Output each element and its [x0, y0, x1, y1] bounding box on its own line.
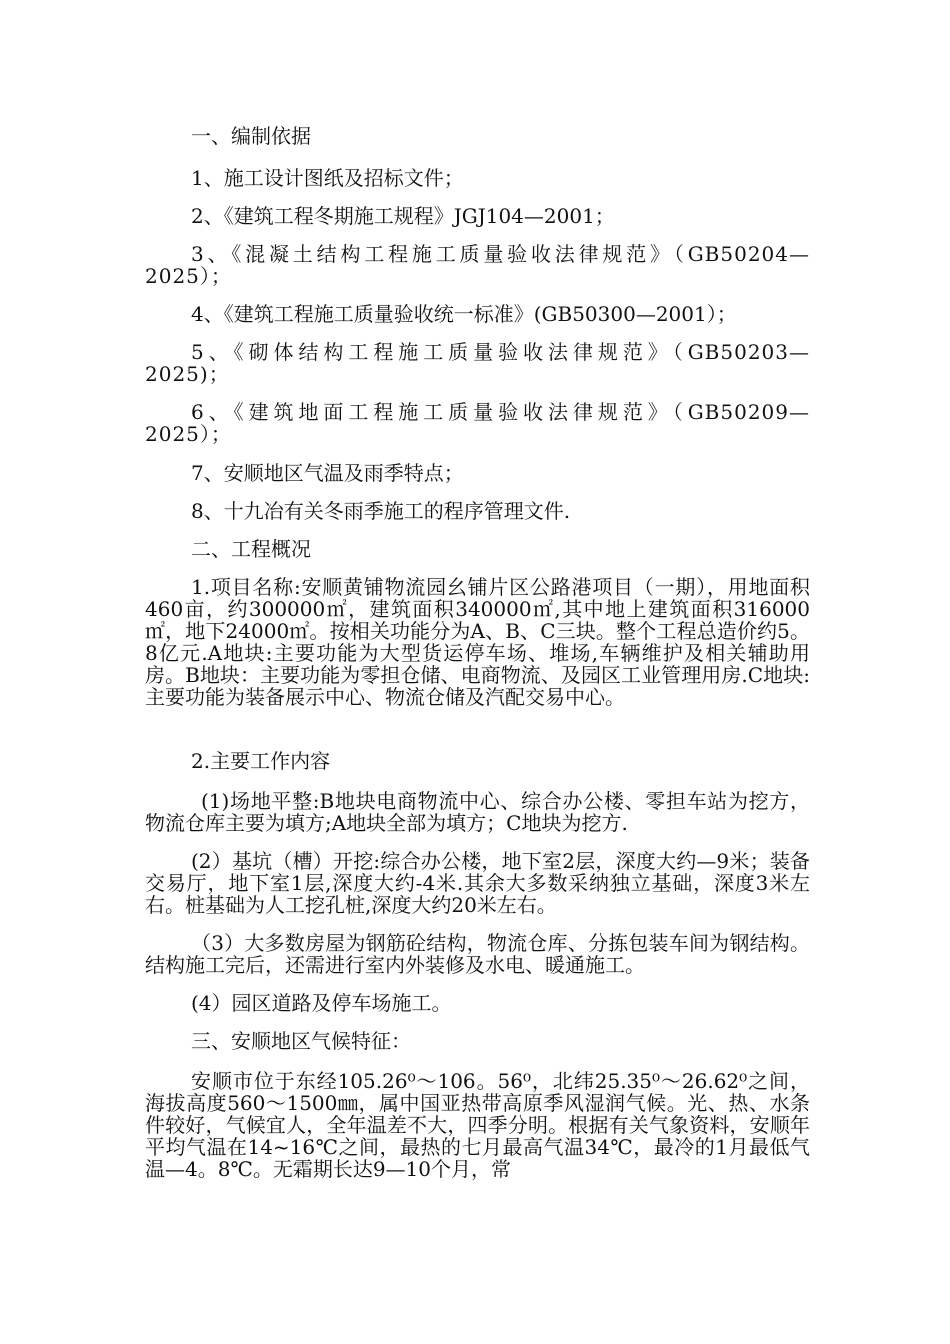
heading-overview: 二、工程概况	[191, 537, 311, 561]
climate-paragraph: 安顺市位于东经105.26⁰～106。56⁰，北纬25.35⁰～26.62⁰之间，海拔高度560～1500㎜，属中国亚热带高原季风湿润气候。光、热、水条件较好，气候宜人，全年温差不大，四季分明。根据有关气象资料，安顺年平均气温在14~16℃之间，最热的七月最高气温34℃，最冷的1月最低气温—4。8℃。无霜期长达9—10个月，常	[145, 1069, 810, 1181]
basis-item-6: 6、《建筑地面工程施工质量验收法律规范》（GB50209—2025）；	[145, 400, 810, 446]
basis-item-8: 8、十九冶有关冬雨季施工的程序管理文件.	[191, 499, 571, 523]
heading-basis: 一、编制依据	[191, 124, 311, 148]
basis-item-5: 5、《砌体结构工程施工质量验收法律规范》（GB50203—2025)；	[145, 340, 810, 386]
work-item-2: (2）基坑（槽）开挖:综合办公楼，地下室2层，深度大约—9米；装备交易厅，地下室1层,深度大约-4米.其余大多数采纳独立基础，深度3米左右。桩基础为人工挖孔桩,深度大约20米左右。	[145, 849, 810, 917]
basis-item-2: 2、《建筑工程冬期施工规程》JGJ104—2001；	[191, 204, 615, 228]
overview-paragraph: 1.项目名称:安顺黄铺物流园幺铺片区公路港项目（一期），用地面积460亩，约300000㎡，建筑面积340000㎡,其中地上建筑面积316000㎡，地下24000㎡。按相关功能分为A、B、C三块。整个工程总造价约5。8亿元.A地块:主要功能为大型货运停车场、堆场,车辆维护及相关辅助用房。B地块：主要功能为零担仓储、电商物流、及园区工业管理用房.C地块:主要功能为装备展示中心、物流仓储及汽配交易中心。	[145, 575, 810, 709]
basis-item-7: 7、安顺地区气温及雨季特点；	[191, 461, 464, 485]
work-item-4: (4）园区道路及停车场施工。	[191, 991, 452, 1015]
heading-climate: 三、安顺地区气候特征：	[191, 1029, 411, 1053]
basis-item-1: 1、施工设计图纸及招标文件；	[191, 166, 464, 190]
basis-item-3: 3、《混凝土结构工程施工质量验收法律规范》（GB50204—2025）；	[145, 242, 810, 288]
work-item-3: （3）大多数房屋为钢筋砼结构，物流仓库、分拣包装车间为钢结构。结构施工完后，还需进行室内外装修及水电、暖通施工。	[145, 931, 810, 977]
heading-work: 2.主要工作内容	[191, 749, 331, 773]
work-item-1: (1)场地平整:B地块电商物流中心、综合办公楼、零担车站为挖方，物流仓库主要为填方;A地块全部为填方；C地块为挖方.	[145, 789, 810, 835]
basis-item-4: 4、《建筑工程施工质量验收统一标准》(GB50300—2001）；	[191, 302, 737, 326]
